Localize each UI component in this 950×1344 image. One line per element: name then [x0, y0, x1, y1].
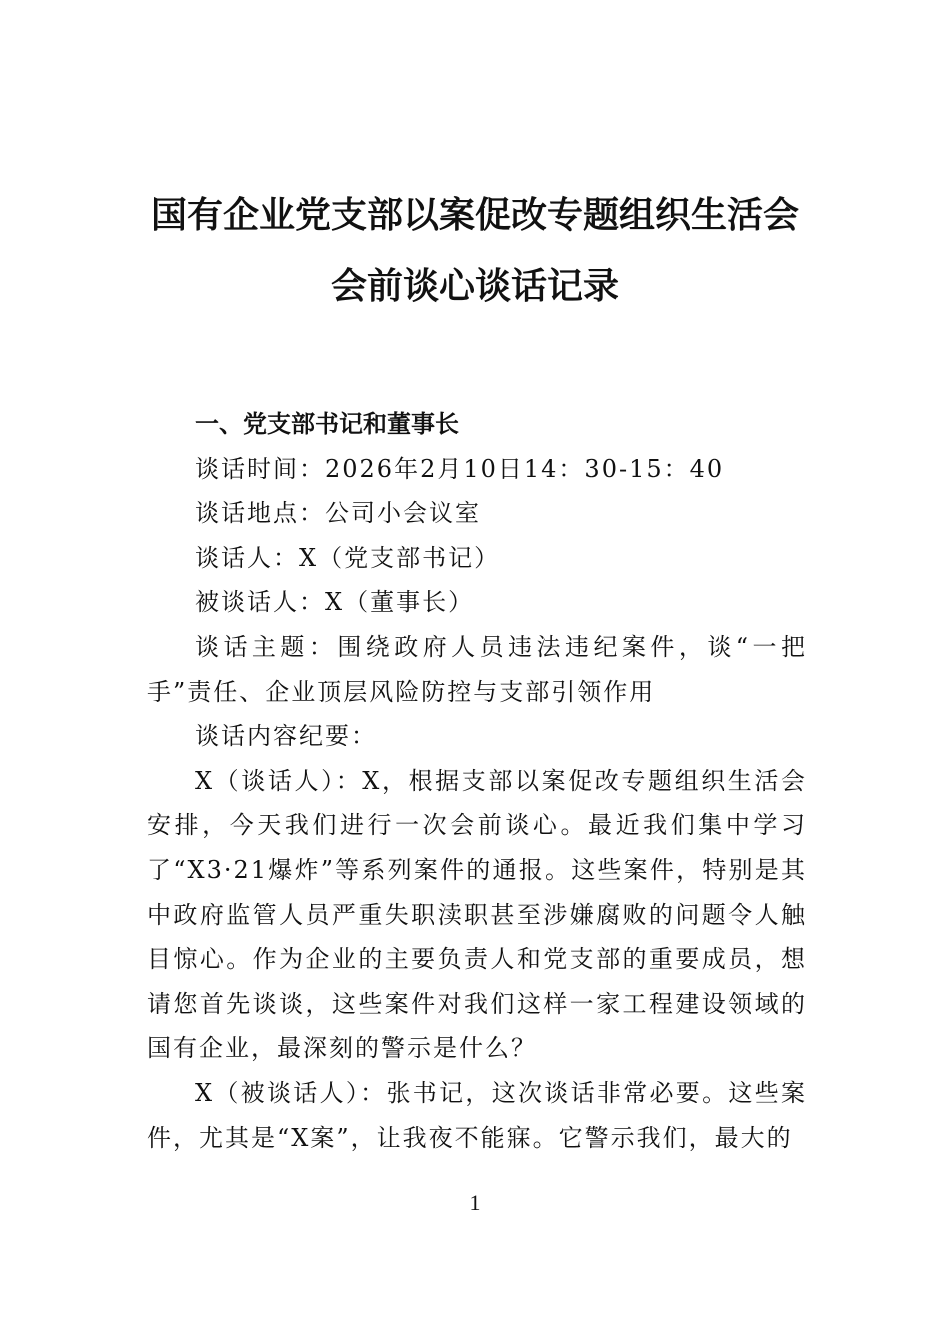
summary-label: 谈话内容纪要：: [195, 722, 377, 751]
talk-interviewee: 被谈话人：X（董事长）: [195, 588, 475, 617]
document-title-line-1: 国有企业党支部以案促改专题组织生活会: [150, 194, 799, 236]
document-title-line-2: 会前谈心谈话记录: [330, 265, 619, 307]
paragraph-interviewee: X（被谈话人）：张书记，这次谈话非常必要。这些案件，尤其是“X案”，让我夜不能寐。它警示我们，最大的: [147, 1078, 807, 1152]
talk-topic: 谈话主题：围绕政府人员违法违纪案件，谈“一把手”责任、企业顶层风险防控与支部引领作用: [147, 632, 807, 706]
section-heading: 一、党支部书记和董事长: [195, 410, 459, 438]
page-number: 1: [469, 1190, 481, 1215]
paragraph-interviewer: X（谈话人）：X，根据支部以案促改专题组织生活会安排，今天我们进行一次会前谈心。最近我们集中学习了“X3·21爆炸”等系列案件的通报。这些案件，特别是其中政府监管人员严重失职渎职甚至涉嫌腐败的问题令人触目惊心。作为企业的主要负责人和党支部的重要成员，想请您首先谈谈，这些案件对我们这样一家工程建设领域的国有企业，最深刻的警示是什么？: [147, 766, 807, 1063]
talk-interviewer: 谈话人：X（党支部书记）: [195, 543, 501, 572]
talk-time: 谈话时间：2026年2月10日14：30-15：40: [195, 454, 725, 483]
talk-place: 谈话地点：公司小会议室: [195, 499, 481, 528]
document-body: [147, 402, 807, 1160]
